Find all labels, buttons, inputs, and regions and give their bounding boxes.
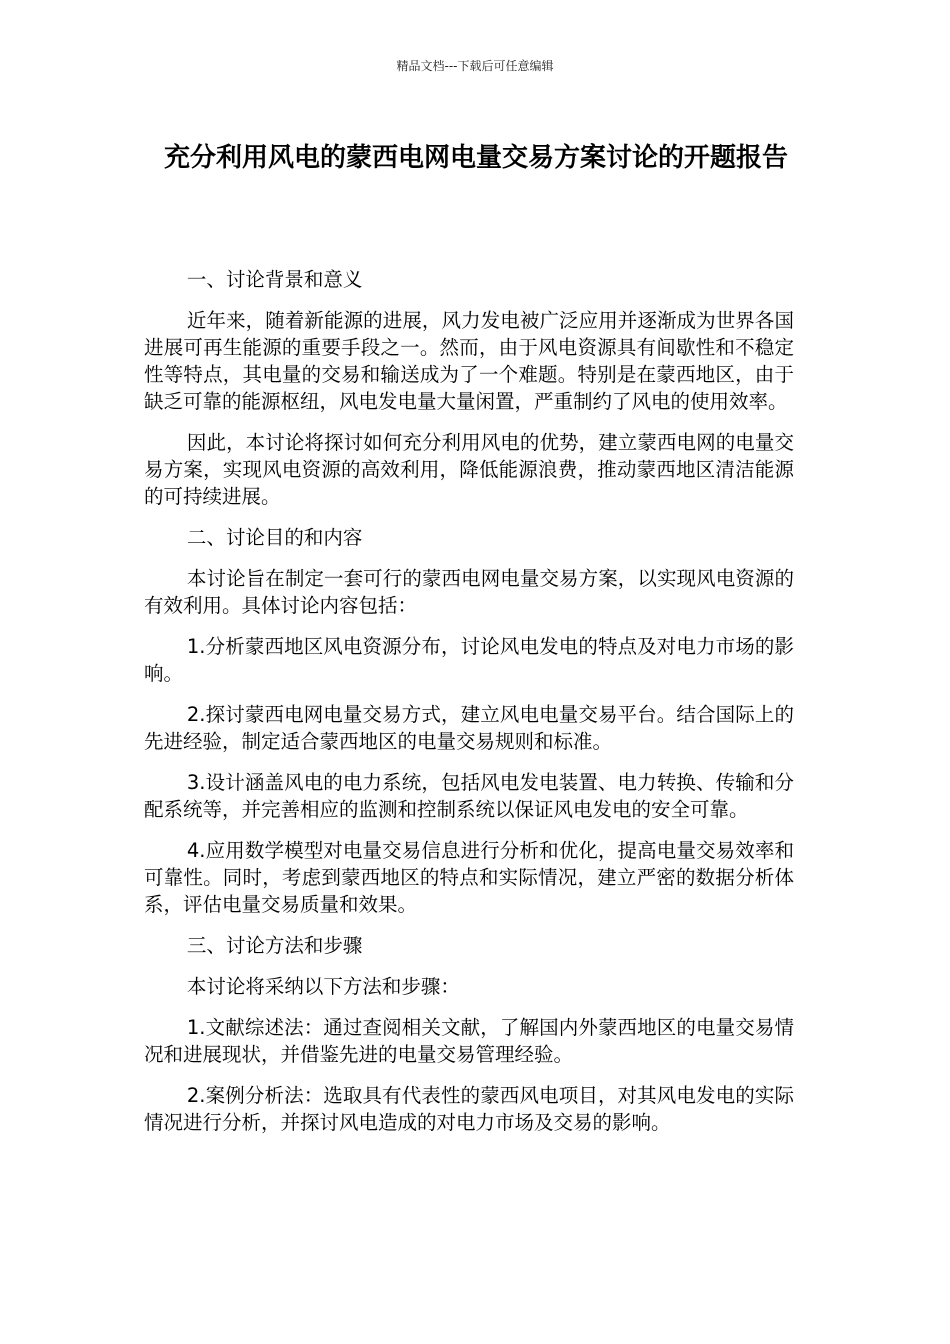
list-item-method-2: 2.案例分析法：选取具有代表性的蒙西风电项目，对其风电发电的实际情况进行分析，并探讨风电造成的对电力市场及交易的影响。: [144, 1084, 794, 1134]
document-title: 充分利用风电的蒙西电网电量交易方案讨论的开题报告: [163, 143, 788, 173]
paragraph-purpose-summary: 因此，本讨论将探讨如何充分利用风电的优势，建立蒙西电网的电量交易方案，实现风电资源的高效利用，降低能源浪费，推动蒙西地区清洁能源的可持续进展。: [144, 431, 794, 508]
document-body: [144, 266, 794, 1150]
section-heading-background: 一、讨论背景和意义: [186, 268, 363, 291]
page-header-note: 精品文档---下载后可任意编辑: [396, 59, 554, 73]
list-item-content-1: 1.分析蒙西地区风电资源分布，讨论风电发电的特点及对电力市场的影响。: [144, 635, 794, 685]
list-item-content-4: 4.应用数学模型对电量交易信息进行分析和优化，提高电量交易效率和可靠性。同时，考虑到蒙西地区的特点和实际情况，建立严密的数据分析体系，评估电量交易质量和效果。: [144, 839, 794, 916]
section-heading-goals: 二、讨论目的和内容: [186, 526, 363, 549]
list-item-content-2: 2.探讨蒙西电网电量交易方式，建立风电电量交易平台。结合国际上的先进经验，制定适合蒙西地区的电量交易规则和标准。: [144, 703, 794, 753]
paragraph-background: 近年来，随着新能源的进展，风力发电被广泛应用并逐渐成为世界各国进展可再生能源的重要手段之一。然而，由于风电资源具有间歇性和不稳定性等特点，其电量的交易和输送成为了一个难题。特别是在蒙西地区，由于缺乏可靠的能源枢纽，风电发电量大量闲置，严重制约了风电的使用效率。: [144, 309, 794, 413]
paragraph-goals-intro: 本讨论旨在制定一套可行的蒙西电网电量交易方案，以实现风电资源的有效利用。具体讨论内容包括：: [144, 567, 794, 617]
list-item-content-3: 3.设计涵盖风电的电力系统，包括风电发电装置、电力转换、传输和分配系统等，并完善相应的监测和控制系统以保证风电发电的安全可靠。: [144, 771, 794, 821]
section-heading-methods: 三、讨论方法和步骤: [186, 934, 363, 957]
list-item-method-1: 1.文献综述法：通过查阅相关文献，了解国内外蒙西地区的电量交易情况和进展现状，并借鉴先进的电量交易管理经验。: [144, 1016, 794, 1066]
paragraph-methods-intro: 本讨论将采纳以下方法和步骤：: [186, 975, 460, 998]
